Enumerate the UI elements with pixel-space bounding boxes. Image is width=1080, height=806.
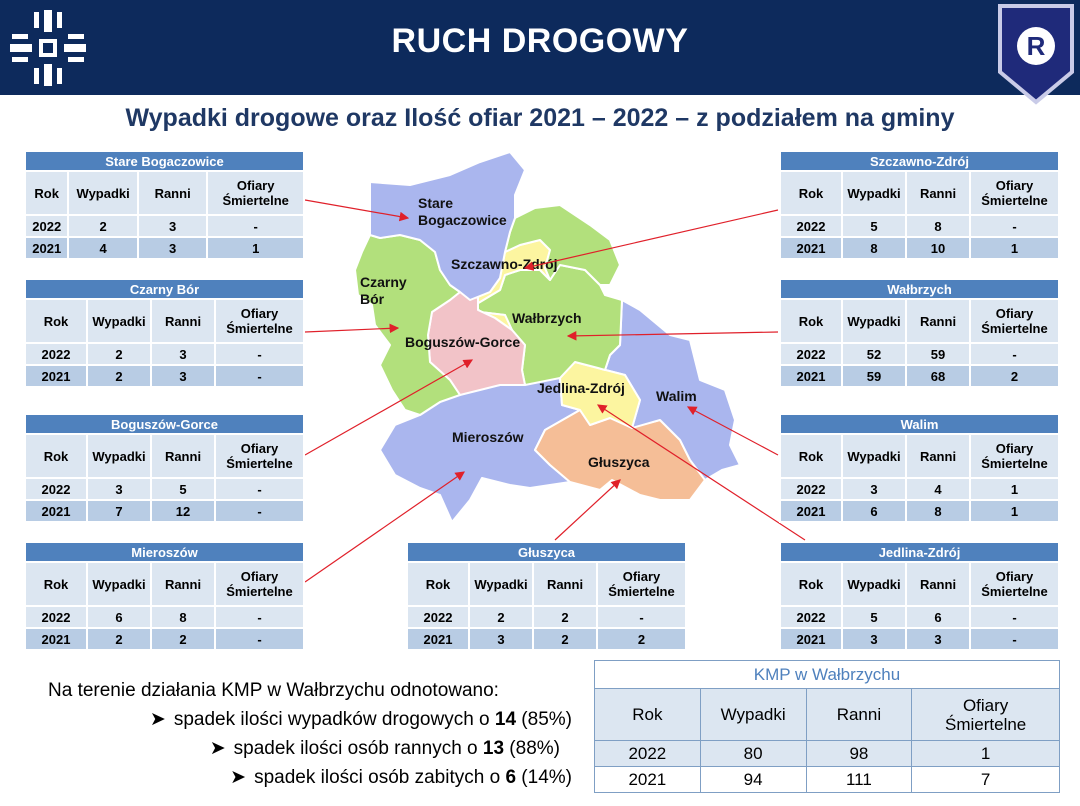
table-row: 2021 59 68 2 bbox=[780, 365, 1059, 387]
subtitle: Wypadki drogowe oraz Ilość ofiar 2021 – 2022 – z podziałem na gminy bbox=[125, 104, 955, 132]
arrow-gluszyca bbox=[555, 480, 620, 540]
table-row: 2022 52 59 - bbox=[780, 343, 1059, 365]
summary-item: ➤ spadek ilości osób rannych o 13 (88%) bbox=[209, 738, 560, 759]
table-row: 2021 4 3 1 bbox=[25, 237, 304, 259]
col-rok: Rok bbox=[25, 562, 87, 606]
col-rok: Rok bbox=[780, 299, 842, 343]
map-label-czarny-1: Czarny bbox=[360, 274, 407, 290]
col-wypadki: Wypadki bbox=[700, 689, 806, 741]
col-ranni: Ranni bbox=[906, 562, 970, 606]
col-rok: Rok bbox=[780, 562, 842, 606]
table-walim bbox=[779, 413, 1060, 523]
col-ranni: Ranni bbox=[151, 434, 215, 478]
col-wypadki: Wypadki bbox=[842, 562, 906, 606]
map-label-stare-2: Bogaczowice bbox=[418, 212, 507, 228]
col-wypadki: Wypadki bbox=[87, 434, 151, 478]
table-row: 2022 6 8 - bbox=[25, 606, 304, 628]
col-rok: Rok bbox=[595, 689, 701, 741]
col-ranni: Ranni bbox=[906, 434, 970, 478]
col-wypadki: Wypadki bbox=[842, 299, 906, 343]
col-wypadki: Wypadki bbox=[87, 562, 151, 606]
col-wypadki: Wypadki bbox=[842, 171, 906, 215]
table-row: 2022 3 5 - bbox=[25, 478, 304, 500]
col-ofiary: Ofiary Śmiertelne bbox=[970, 434, 1059, 478]
col-ranni: Ranni bbox=[533, 562, 597, 606]
col-rok: Rok bbox=[25, 171, 68, 215]
table-row: 2022 2 2 - bbox=[407, 606, 686, 628]
table-mieroszow bbox=[24, 541, 305, 651]
col-ranni: Ranni bbox=[151, 299, 215, 343]
map-label-gluszyca: Głuszyca bbox=[588, 454, 650, 470]
table-row: 2021 3 3 - bbox=[780, 628, 1059, 650]
col-ofiary: Ofiary Śmiertelne bbox=[912, 689, 1060, 741]
arrow-bullet-icon: ➤ bbox=[230, 767, 247, 788]
col-ofiary: Ofiary Śmiertelne bbox=[215, 562, 304, 606]
col-ofiary: Ofiary Śmiertelne bbox=[597, 562, 686, 606]
col-ofiary: Ofiary Śmiertelne bbox=[970, 171, 1059, 215]
summary-item: ➤ spadek ilości wypadków drogowych o 14 (85%) bbox=[149, 709, 572, 730]
map-label-mieroszow: Mieroszów bbox=[452, 429, 524, 445]
table-row: 2021 2 2 - bbox=[25, 628, 304, 650]
col-rok: Rok bbox=[780, 171, 842, 215]
col-ofiary: Ofiary Śmiertelne bbox=[970, 562, 1059, 606]
map-label-szczawno: Szczawno-Zdrój bbox=[451, 256, 558, 272]
col-wypadki: Wypadki bbox=[68, 171, 137, 215]
col-ranni: Ranni bbox=[906, 171, 970, 215]
table-row: 2021 94 111 7 bbox=[595, 767, 1060, 793]
table-row: 2022 2 3 - bbox=[25, 215, 304, 237]
col-ranni: Ranni bbox=[138, 171, 207, 215]
col-ofiary: Ofiary Śmiertelne bbox=[207, 171, 304, 215]
map-label-czarny-2: Bór bbox=[360, 291, 385, 307]
table-title: Mieroszów bbox=[25, 542, 304, 562]
table-row: 2021 2 3 - bbox=[25, 365, 304, 387]
col-rok: Rok bbox=[407, 562, 469, 606]
table-title: KMP w Wałbrzychu bbox=[595, 661, 1060, 689]
summary-item: ➤ spadek ilości osób zabitych o 6 (14%) bbox=[230, 767, 572, 788]
col-ranni: Ranni bbox=[151, 562, 215, 606]
table-szczawno-zdroj bbox=[779, 150, 1060, 260]
col-ranni: Ranni bbox=[906, 299, 970, 343]
svg-text:R: R bbox=[1026, 31, 1046, 61]
table-title: Szczawno-Zdrój bbox=[780, 151, 1059, 171]
table-row: 2022 2 3 - bbox=[25, 343, 304, 365]
map-label-jedlina: Jedlina-Zdrój bbox=[537, 380, 625, 396]
table-kmp-walbrzych bbox=[594, 660, 1060, 793]
table-title: Stare Bogaczowice bbox=[25, 151, 304, 171]
map-label-walim: Walim bbox=[656, 388, 697, 404]
table-row: 2021 7 12 - bbox=[25, 500, 304, 522]
table-title: Boguszów-Gorce bbox=[25, 414, 304, 434]
col-ofiary: Ofiary Śmiertelne bbox=[215, 299, 304, 343]
map-label-walbrzych: Wałbrzych bbox=[512, 310, 582, 326]
col-ofiary: Ofiary Śmiertelne bbox=[970, 299, 1059, 343]
page-title: RUCH DROGOWY bbox=[391, 22, 689, 60]
table-title: Wałbrzych bbox=[780, 279, 1059, 299]
table-row: 2022 3 4 1 bbox=[780, 478, 1059, 500]
table-row: 2022 5 8 - bbox=[780, 215, 1059, 237]
map-label-boguszow: Boguszów-Gorce bbox=[405, 334, 521, 350]
col-rok: Rok bbox=[780, 434, 842, 478]
table-walbrzych bbox=[779, 278, 1060, 388]
col-wypadki: Wypadki bbox=[87, 299, 151, 343]
table-row: 2021 6 8 1 bbox=[780, 500, 1059, 522]
col-wypadki: Wypadki bbox=[842, 434, 906, 478]
col-rok: Rok bbox=[25, 299, 87, 343]
table-row: 2021 3 2 2 bbox=[407, 628, 686, 650]
table-title: Walim bbox=[780, 414, 1059, 434]
col-wypadki: Wypadki bbox=[469, 562, 533, 606]
map-label-stare-1: Stare bbox=[418, 195, 454, 211]
table-title: Głuszyca bbox=[407, 542, 686, 562]
col-ranni: Ranni bbox=[806, 689, 912, 741]
arrow-bullet-icon: ➤ bbox=[149, 709, 166, 730]
table-row: 2022 80 98 1 bbox=[595, 741, 1060, 767]
table-title: Jedlina-Zdrój bbox=[780, 542, 1059, 562]
col-ofiary: Ofiary Śmiertelne bbox=[215, 434, 304, 478]
table-row: 2022 5 6 - bbox=[780, 606, 1059, 628]
table-gluszyca bbox=[406, 541, 687, 651]
table-title: Czarny Bór bbox=[25, 279, 304, 299]
table-czarny-bor bbox=[24, 278, 305, 388]
table-stare-bogaczowice bbox=[24, 150, 305, 260]
summary-block bbox=[40, 680, 580, 792]
summary-intro: Na terenie działania KMP w Wałbrzychu odnotowano: bbox=[48, 680, 499, 701]
table-jedlina-zdroj bbox=[779, 541, 1060, 651]
table-boguszow-gorce bbox=[24, 413, 305, 523]
table-row: 2021 8 10 1 bbox=[780, 237, 1059, 259]
col-rok: Rok bbox=[25, 434, 87, 478]
arrow-bullet-icon: ➤ bbox=[209, 738, 226, 759]
